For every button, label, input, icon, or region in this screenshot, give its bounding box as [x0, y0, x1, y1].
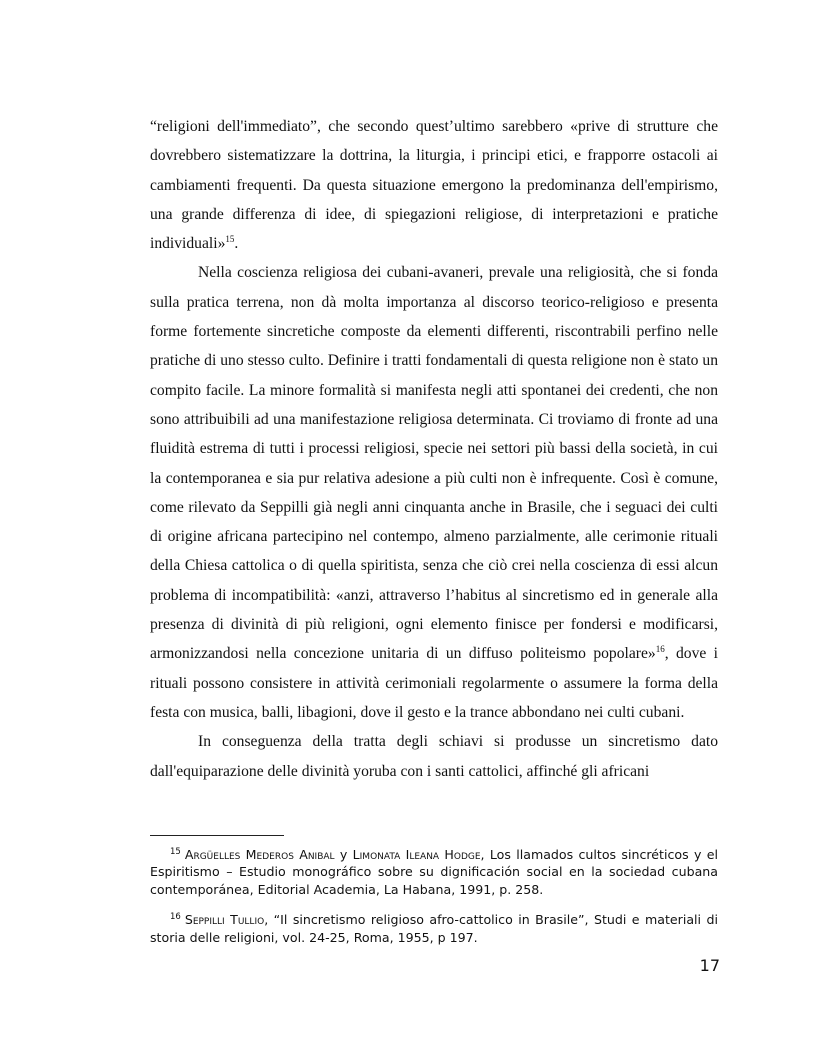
page-number: 17 — [699, 956, 720, 975]
paragraph-1-text: “religioni dell'immediato”, che secondo quest’ultimo sarebbero «prive di strutture che dovrebbero sistematizzare la dottrina, la liturgia, i principi etici, e frapporre ostacoli ai cambiamenti frequenti. Da questa situazione emergono la predominanza dell'empirismo, una grande differenza di idee, di spiegazioni religiose, di interpretazioni e pratiche individuali» — [150, 118, 718, 253]
footnote-connector: y — [334, 847, 353, 862]
paragraph-2-text: Nella coscienza religiosa dei cubani-avaneri, prevale una religiosità, che si fonda sulla pratica terrena, non dà molta importanza al discorso teorico-religioso e presenta forme fortemente sincretiche composte da elementi differenti, riscontrabili perfino nelle pratiche di uno stesso culto. Definire i tratti fondamentali di questa religione non è stato un compito facile. La minore formalità si manifesta negli atti spontanei dei credenti, che non sono attribuibili ad una manifestazione religiosa determinata. Ci troviamo di fronte ad una fluidità estrema di tutti i processi religiosi, specie nei settori più bassi della società, in cui la contemporanea e sia pur relativa adesione a più culti non è infrequente. Così è comune, come rilevato da Seppilli già negli anni cinquanta anche in Brasile, che i seguaci dei culti di origine africana partecipino nel contempo, almeno parzialmente, alle cerimonie rituali della Chiesa cattolica o di quella spiritista, senza che ciò crei nella coscienza di essi alcun problema di incompatibilità: «anzi, attraverso l’habitus al sincretismo ed in generale alla presenza di divinità di più religioni, ogni elemento finisce per fondersi e modificarsi, armonizzandosi nella concezione unitaria di un diffuso politeismo popolare» — [150, 264, 718, 663]
paragraph-3 — [150, 727, 718, 786]
footnote-text: , “Il sincretismo religioso afro-cattolico in Brasile”, Studi e materiali di storia delle religioni, vol. 24-25, Roma, 1955, p 197. — [150, 912, 718, 945]
footnote-ref-16[interactable]: 16 — [655, 644, 665, 655]
footnote-number: 15 — [170, 847, 181, 857]
footnote-16 — [150, 911, 718, 946]
footnote-author: Argüelles Mederos Anibal — [184, 847, 335, 862]
footnote-number: 16 — [170, 912, 181, 923]
paragraph-2 — [150, 258, 718, 727]
paragraph-3-text: In conseguenza della tratta degli schiavi si produsse un sincretismo dato dall'equiparazione delle divinità yoruba con i santi cattolici, affinché gli africani — [150, 733, 718, 780]
footnotes — [150, 846, 718, 959]
footnote-text: , Los llamados cultos sincréticos y el Espiritismo – Estudio monográfico sobre su dignificación social en la sociedad cubana contemporánea, Editorial Academia, La Habana, 1991, p. 258. — [150, 847, 718, 897]
footnote-author-2: Limonata Ileana Hodge — [352, 847, 481, 862]
paragraph-1 — [150, 112, 718, 258]
footnote-divider — [150, 835, 284, 836]
paragraph-1-text-end: . — [234, 235, 239, 253]
footnote-ref-15[interactable]: 15 — [225, 234, 235, 245]
footnote-author: Seppilli Tullio — [184, 912, 265, 928]
footnote-15 — [150, 846, 718, 898]
body-text — [150, 112, 718, 786]
paragraph-2-text-end: , dove i rituali possono consistere in attività cerimoniali regolarmente o assumere la forma della festa con musica, balli, libagioni, dove il gesto e la trance abbondano nei culti cubani. — [150, 645, 719, 721]
